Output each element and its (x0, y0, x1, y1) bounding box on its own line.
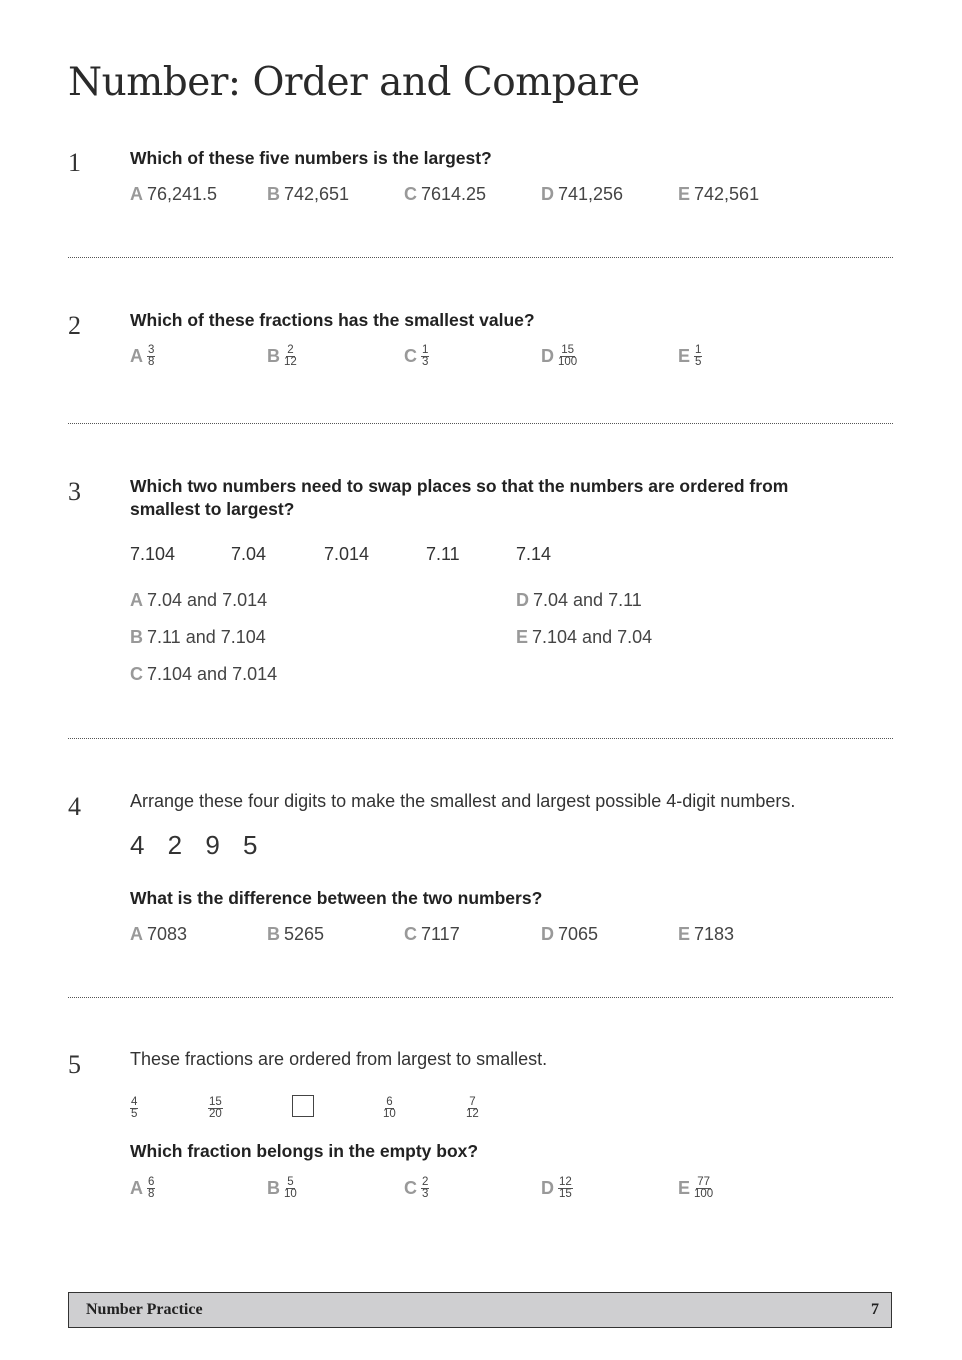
option-value: 7117 (421, 924, 460, 944)
fraction (208, 1097, 223, 1120)
fraction (694, 345, 702, 368)
page-number: 7 (871, 1301, 879, 1318)
option-letter: C (130, 664, 143, 684)
option-letter: B (267, 184, 280, 204)
answer-option-a[interactable] (130, 1177, 155, 1200)
option-letter: E (516, 627, 529, 647)
numerator: 3 (148, 344, 155, 356)
question-text: Which fraction belongs in the empty box? (130, 1141, 479, 1161)
divider (68, 257, 893, 258)
option-letter: C (404, 1178, 417, 1198)
answer-option-c[interactable] (404, 1177, 429, 1200)
numerator: 2 (287, 344, 294, 356)
answer-option-c[interactable] (130, 664, 277, 685)
denominator: 10 (383, 1108, 396, 1120)
page-title: Number: Order and Compare (68, 60, 640, 105)
option-value: 7614.25 (421, 184, 487, 204)
option-value: 7183 (694, 924, 735, 944)
denominator: 12 (284, 356, 297, 368)
denominator: 15 (559, 1188, 572, 1200)
answer-option-c[interactable] (404, 184, 486, 205)
option-letter: C (404, 924, 417, 944)
option-value: 7.11 and 7.104 (147, 627, 266, 647)
answer-option-d[interactable] (541, 924, 598, 945)
numerator: 12 (559, 1176, 572, 1188)
option-letter: E (678, 346, 691, 366)
denominator: 5 (131, 1108, 138, 1120)
answer-option-b[interactable] (267, 184, 349, 205)
answer-option-b[interactable] (267, 1177, 297, 1200)
option-letter: A (130, 924, 143, 944)
option-value: 76,241.5 (147, 184, 218, 204)
question-number: 5 (68, 1050, 81, 1079)
option-letter: D (541, 346, 554, 366)
question-number: 2 (68, 311, 81, 340)
denominator: 3 (422, 356, 429, 368)
fraction (558, 345, 577, 368)
fraction (284, 345, 297, 368)
option-letter: A (130, 1178, 143, 1198)
answer-option-e[interactable] (678, 345, 702, 368)
sequence-number: 7.104 (130, 544, 176, 564)
sequence-number: 7.014 (324, 544, 370, 564)
option-letter: B (267, 346, 280, 366)
fraction (130, 1097, 138, 1120)
question-text: Which of these fractions has the smallest value? (130, 310, 535, 330)
option-value: 742,651 (284, 184, 350, 204)
numerator: 6 (386, 1096, 393, 1108)
option-value: 7.04 and 7.11 (533, 590, 642, 610)
answer-option-a[interactable] (130, 590, 267, 611)
denominator: 100 (694, 1188, 714, 1200)
denominator: 3 (422, 1188, 429, 1200)
answer-option-d[interactable] (541, 184, 623, 205)
answer-option-b[interactable] (130, 627, 266, 648)
option-letter: D (541, 1178, 554, 1198)
option-letter: C (404, 346, 417, 366)
numerator: 6 (148, 1176, 155, 1188)
sequence-fraction (130, 1092, 138, 1120)
denominator: 20 (209, 1108, 222, 1120)
answer-option-e[interactable] (678, 924, 734, 945)
fraction (284, 1177, 297, 1200)
answer-option-b[interactable] (267, 345, 297, 368)
question-number: 1 (68, 148, 81, 177)
denominator: 5 (695, 356, 702, 368)
option-value: 7083 (147, 924, 188, 944)
divider (68, 997, 893, 998)
denominator: 12 (466, 1108, 479, 1120)
question-number: 4 (68, 792, 81, 821)
fraction (558, 1177, 573, 1200)
empty-answer-box (292, 1095, 314, 1117)
sequence-fraction (383, 1092, 396, 1120)
sequence-number: 7.11 (426, 544, 460, 564)
sequence-fraction (466, 1092, 479, 1120)
option-letter: A (130, 184, 143, 204)
option-value: 7.104 and 7.014 (147, 664, 278, 684)
fraction (421, 1177, 429, 1200)
option-letter: D (541, 924, 554, 944)
divider (68, 423, 893, 424)
sequence-number: 7.04 (231, 544, 267, 564)
question-number: 3 (68, 477, 81, 506)
option-letter: E (678, 1178, 691, 1198)
question-text: Which of these five numbers is the largest? (130, 148, 492, 168)
footer-bar (68, 1292, 892, 1328)
question-text: What is the difference between the two numbers? (130, 888, 543, 908)
answer-option-e[interactable] (678, 184, 759, 205)
answer-option-a[interactable] (130, 345, 155, 368)
option-letter: B (267, 1178, 280, 1198)
option-letter: D (541, 184, 554, 204)
option-value: 742,561 (694, 184, 760, 204)
option-letter: C (404, 184, 417, 204)
answer-option-d[interactable] (541, 345, 577, 368)
option-value: 741,256 (558, 184, 624, 204)
numerator: 2 (422, 1176, 429, 1188)
numerator: 77 (697, 1176, 710, 1188)
fraction (421, 345, 429, 368)
option-letter: A (130, 346, 143, 366)
option-letter: E (678, 184, 691, 204)
fraction (466, 1097, 479, 1120)
divider (68, 738, 893, 739)
denominator: 8 (148, 1188, 155, 1200)
answer-option-c[interactable] (404, 345, 429, 368)
sequence-fraction (208, 1092, 223, 1120)
fraction (694, 1177, 713, 1200)
denominator: 100 (558, 356, 578, 368)
numerator: 15 (561, 344, 574, 356)
option-value: 7.04 and 7.014 (147, 590, 268, 610)
fraction (383, 1097, 396, 1120)
numerator: 7 (469, 1096, 476, 1108)
option-letter: B (267, 924, 280, 944)
answer-option-a[interactable] (130, 924, 187, 945)
option-letter: E (678, 924, 691, 944)
numerator: 4 (131, 1096, 138, 1108)
digits: 4 2 9 5 (130, 830, 266, 860)
answer-option-c[interactable] (404, 924, 460, 945)
answer-option-e[interactable] (678, 1177, 713, 1200)
denominator: 8 (148, 356, 155, 368)
option-letter: D (516, 590, 529, 610)
option-letter: B (130, 627, 143, 647)
answer-option-b[interactable] (267, 924, 324, 945)
option-value: 7.104 and 7.04 (532, 627, 653, 647)
answer-option-a[interactable] (130, 184, 217, 205)
numerator: 5 (287, 1176, 294, 1188)
question-intro: These fractions are ordered from largest to smallest. (130, 1049, 548, 1069)
sequence-number: 7.14 (516, 544, 552, 564)
option-value: 5265 (284, 924, 325, 944)
answer-option-d[interactable] (541, 1177, 573, 1200)
answer-option-d[interactable] (516, 590, 642, 611)
footer-book-title: Number Practice (86, 1301, 203, 1318)
denominator: 10 (284, 1188, 297, 1200)
question-intro: Arrange these four digits to make the smallest and largest possible 4-digit numbers. (130, 791, 796, 811)
numerator: 15 (209, 1096, 222, 1108)
option-value: 7065 (558, 924, 599, 944)
fraction (147, 1177, 155, 1200)
answer-option-e[interactable] (516, 627, 652, 648)
option-letter: A (130, 590, 143, 610)
numerator: 1 (422, 344, 429, 356)
fraction (147, 345, 155, 368)
numerator: 1 (695, 344, 702, 356)
question-text: Which two numbers need to swap places so that the numbers are ordered from smallest to largest? (130, 476, 789, 519)
